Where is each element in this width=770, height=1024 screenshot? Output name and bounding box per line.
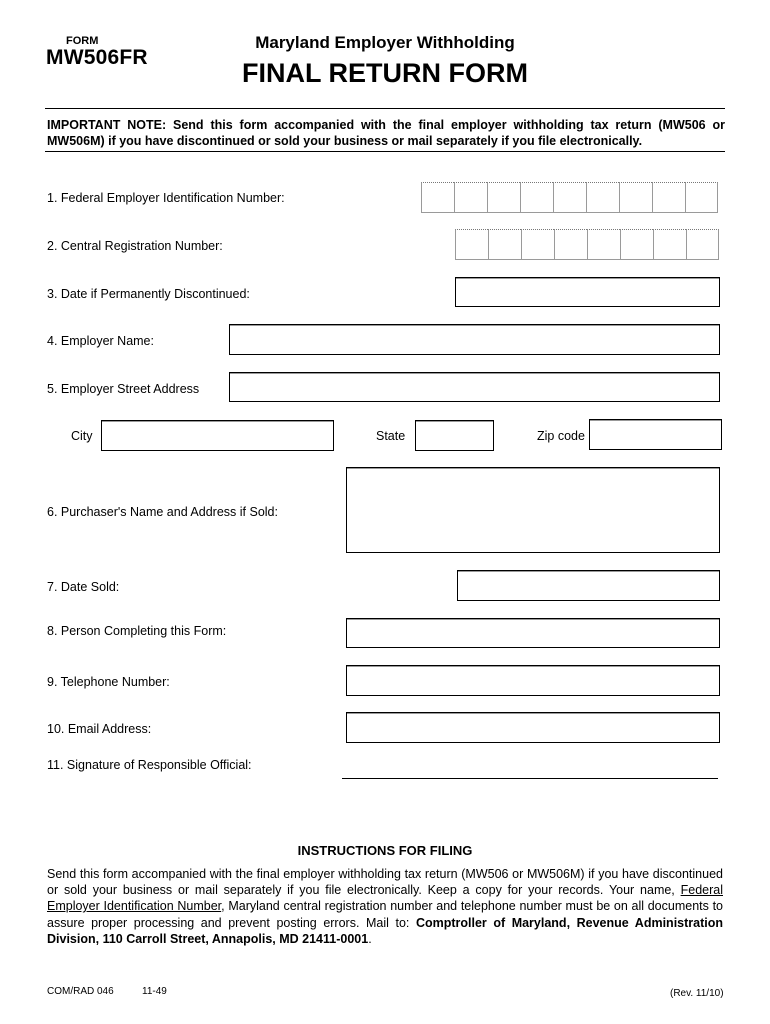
purchaser-label: 6. Purchaser's Name and Address if Sold: <box>47 505 278 519</box>
instructions-text-3: . <box>368 931 372 946</box>
crn-cell[interactable] <box>488 229 521 260</box>
street-address-label: 5. Employer Street Address <box>47 382 200 396</box>
state-label: State <box>376 429 406 443</box>
note-divider <box>45 151 725 152</box>
instructions-text <box>47 866 723 947</box>
instructions-title: INSTRUCTIONS FOR FILING <box>297 843 473 858</box>
employer-name-input[interactable] <box>229 324 720 355</box>
state-input[interactable] <box>415 420 494 451</box>
purchaser-input[interactable] <box>346 467 720 553</box>
form-subtitle: Maryland Employer Withholding <box>255 33 515 52</box>
signature-line[interactable] <box>342 778 718 779</box>
crn-cell[interactable] <box>587 229 620 260</box>
zip-label: Zip code <box>537 429 585 443</box>
date-discontinued-input[interactable] <box>455 277 720 307</box>
fein-cell[interactable] <box>586 182 619 213</box>
form-number: MW506FR <box>46 46 148 69</box>
zip-input[interactable] <box>589 419 722 450</box>
person-completing-input[interactable] <box>346 618 720 648</box>
crn-cell[interactable] <box>521 229 554 260</box>
city-label: City <box>71 429 93 443</box>
street-address-input[interactable] <box>229 372 720 402</box>
email-label: 10. Email Address: <box>47 722 152 736</box>
person-completing-label: 8. Person Completing this Form: <box>47 624 227 638</box>
fein-input[interactable] <box>421 182 718 213</box>
footer-form-code: COM/RAD 046 <box>47 986 114 997</box>
top-divider <box>45 108 725 109</box>
telephone-label: 9. Telephone Number: <box>47 675 170 689</box>
fein-cell[interactable] <box>652 182 685 213</box>
crn-cell[interactable] <box>554 229 587 260</box>
email-input[interactable] <box>346 712 720 743</box>
fein-cell[interactable] <box>421 182 454 213</box>
footer-revision: (Rev. 11/10) <box>670 988 724 999</box>
fein-cell[interactable] <box>487 182 520 213</box>
fein-cell[interactable] <box>685 182 718 213</box>
fein-cell[interactable] <box>454 182 487 213</box>
employer-name-label: 4. Employer Name: <box>47 334 154 348</box>
signature-label: 11. Signature of Responsible Official: <box>47 758 252 772</box>
footer-code-2: 11-49 <box>142 986 167 997</box>
crn-cell[interactable] <box>653 229 686 260</box>
fein-cell[interactable] <box>619 182 652 213</box>
date-sold-label: 7. Date Sold: <box>47 580 120 594</box>
fein-label: 1. Federal Employer Identification Number: <box>47 191 285 205</box>
crn-cell[interactable] <box>455 229 488 260</box>
crn-label: 2. Central Registration Number: <box>47 239 223 253</box>
instructions-text-1: Send this form accompanied with the final employer withholding tax return (MW506 or MW506M) if you have discontinued or sold your business or mail separately if you file electronically. Keep a copy for your records. Your name, <box>47 867 723 898</box>
instructions-text-2: , Maryland central registration number and telephone number must be on all documents to assure proper processing and prevent posting errors. Mail to: <box>47 899 723 930</box>
crn-cell[interactable] <box>620 229 653 260</box>
crn-cell[interactable] <box>686 229 719 260</box>
instructions-fein-underlined: Federal Employer Identification Number <box>47 883 723 914</box>
important-note: IMPORTANT NOTE: Send this form accompanied with the final employer withholding tax return (MW506 or MW506M) if you have discontinued or sold your business or mail separately if you file electronically. <box>47 118 725 148</box>
fein-cell[interactable] <box>520 182 553 213</box>
telephone-input[interactable] <box>346 665 720 696</box>
form-label: FORM <box>66 35 99 47</box>
page-title: FINAL RETURN FORM <box>242 58 528 88</box>
fein-cell[interactable] <box>553 182 586 213</box>
instructions-mailing-address: Comptroller of Maryland, Revenue Administration Division, 110 Carroll Street, Annapolis, MD 21411-0001 <box>47 915 723 946</box>
date-sold-input[interactable] <box>457 570 720 601</box>
date-discontinued-label: 3. Date if Permanently Discontinued: <box>47 287 250 301</box>
city-input[interactable] <box>101 420 334 451</box>
crn-input[interactable] <box>455 229 719 260</box>
